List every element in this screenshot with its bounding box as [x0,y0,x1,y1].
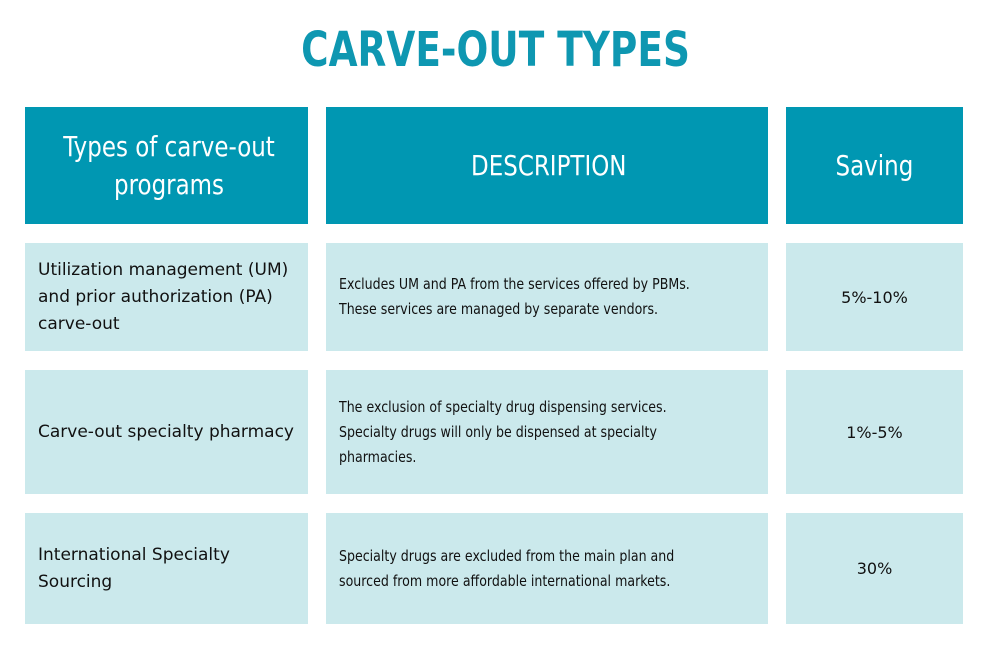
table-row-description [326,370,768,494]
table-row-description [326,513,768,624]
table-row-type [25,370,308,494]
header-saving [786,107,963,224]
table-row-description [326,243,768,351]
row-type-text: International Specialty Sourcing [38,544,230,592]
table-row-type [25,513,308,624]
row-description-text: Excludes UM and PA from the services offered by PBMs. These services are managed by separate vendors. [339,275,690,318]
table-row-saving [786,513,963,624]
table-row-saving [786,370,963,494]
row-type-text: Utilization management (UM) and prior authorization (PA) carve-out [38,259,289,334]
row-saving-text: 1%-5% [846,422,903,442]
header-description-label: DESCRIPTION [470,148,627,182]
table-row-saving [786,243,963,351]
row-saving-text: 5%-10% [841,287,908,307]
page-title: CARVE-OUT TYPES [301,22,690,78]
table-row-type [25,243,308,351]
row-saving-text: 30% [856,559,893,578]
row-description-text: Specialty drugs are excluded from the main plan and sourced from more affordable international markets. [339,546,675,590]
header-saving-label: Saving [835,148,914,182]
header-types-label: Types of carve-out programs [63,129,275,201]
header-description [326,107,768,224]
row-description-text: The exclusion of specialty drug dispensing services. Specialty drugs will only be dispensed at specialty pharmacies. [339,397,667,466]
header-types [25,107,308,224]
row-type-text: Carve-out specialty pharmacy [38,421,294,442]
